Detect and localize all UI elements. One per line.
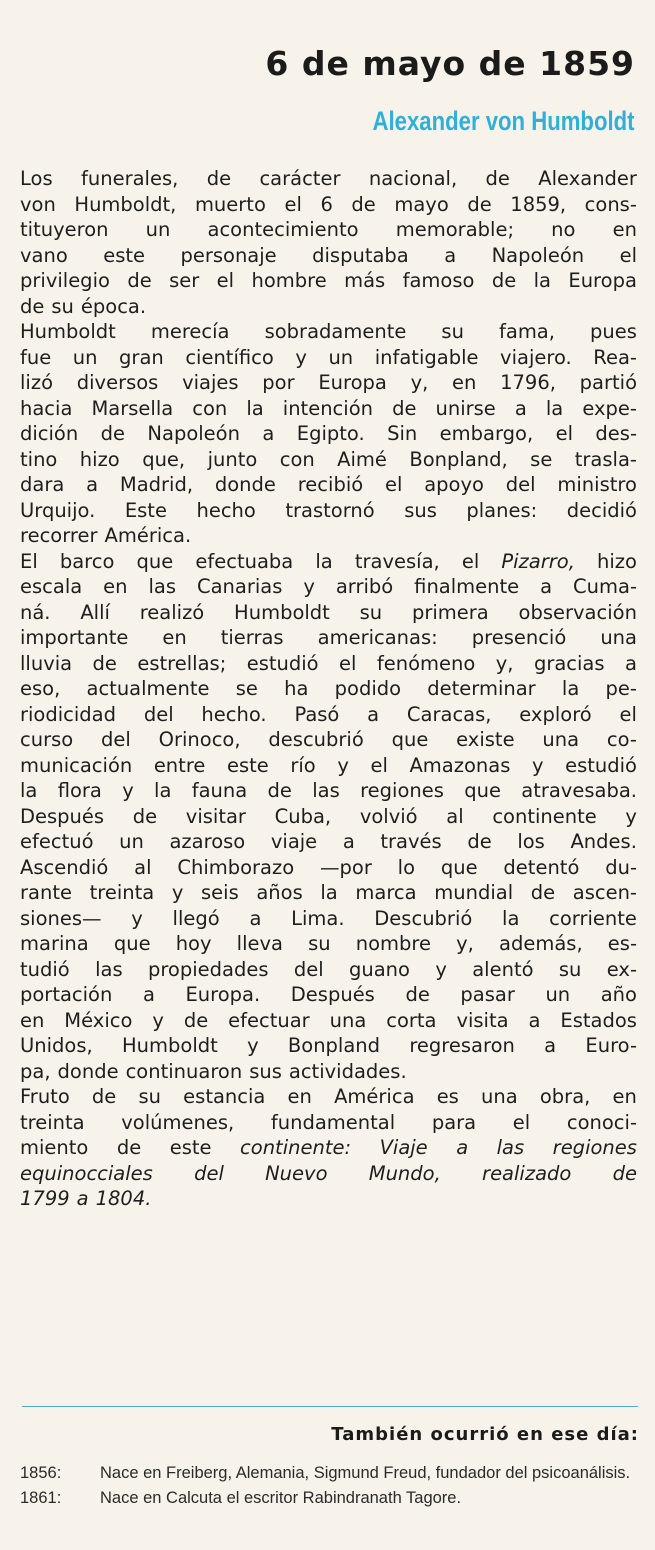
text-line: marina que hoy lleva su nombre y, además, es-	[20, 932, 637, 955]
text-line: tudió las propiedades del guano y alentó su ex-	[20, 957, 637, 981]
text-line: municación entre este río y el Amazonas y estudió	[20, 753, 637, 777]
text-line: treinta volúmenes, fundamental para el conoci-	[20, 1110, 637, 1134]
text-line: ná. Allí realizó Humboldt su primera observación	[20, 600, 637, 624]
text-line: Fruto de su estancia en América es una obra, en	[20, 1085, 637, 1108]
date-title: 6 de mayo de 1859	[265, 44, 635, 83]
text-line: curso del Orinoco, descubrió que existe una co-	[20, 728, 637, 751]
text-line: dara a Madrid, donde recibió el apoyo del ministro	[20, 473, 637, 496]
text-line: eso, actualmente se ha podido determinar la pe-	[20, 677, 637, 700]
event-text: Nace en Calcuta el escritor Rabindranath Tagore.	[100, 1489, 462, 1507]
text-line: equinocciales del Nuevo Mundo, realizado de	[20, 1161, 637, 1185]
text-line: privilegio de ser el hombre más famoso de la Europa	[20, 269, 637, 292]
text-line: von Humboldt, muerto el 6 de mayo de 1859, cons-	[20, 192, 637, 216]
text-line: la flora y la fauna de las regiones que atravesaba.	[20, 779, 637, 802]
text-line: en México y de efectuar una corta visita a Estados	[20, 1008, 637, 1032]
text-line: portación a Europa. Después de pasar un año	[20, 983, 637, 1006]
text-line: siones— y llegó a Lima. Descubrió la corriente	[20, 906, 637, 930]
text-line: rante treinta y seis años la marca mundial de ascen-	[20, 881, 637, 904]
text-line: lizó diversos viajes por Europa y, en 1796, partió	[20, 371, 637, 394]
event-year: 1861:	[20, 1489, 62, 1507]
text-line: El barco que efectuaba la travesía, el Pizarro, hizo	[20, 549, 637, 573]
subject-name: Alexander von Humboldt	[372, 106, 635, 136]
event-text: Nace en Freiberg, Alemania, Sigmund Freud, fundador del psicoanálisis.	[100, 1464, 631, 1482]
text-line: tino hizo que, junto con Aimé Bonpland, se trasla-	[20, 447, 637, 471]
text-line: riodicidad del hecho. Pasó a Caracas, exploró el	[20, 702, 637, 726]
event-item	[20, 1488, 640, 1509]
text-line: lluvia de estrellas; estudió el fenómeno y, gracias a	[20, 651, 637, 675]
text-line: Humboldt merecía sobradamente su fama, pues	[20, 320, 637, 343]
text-line: efectuó un azaroso viaje a través de los Andes.	[20, 830, 637, 853]
article-body	[20, 166, 637, 1212]
text-line: fue un gran científico y un infatigable viajero. Rea-	[20, 345, 637, 369]
text-line: hacia Marsella con la intención de unirse a la expe-	[20, 396, 637, 420]
aside-heading: También ocurrió en ese día:	[331, 1424, 639, 1445]
text-line: Urquijo. Este hecho trastornó sus planes: decidió	[20, 498, 637, 522]
text-line: Unidos, Humboldt y Bonpland regresaron a Euro-	[20, 1034, 637, 1057]
text-line: vano este personaje disputaba a Napoleón el	[20, 243, 637, 267]
text-line: tituyeron un acontecimiento memorable; no en	[20, 218, 637, 241]
events-list	[20, 1463, 640, 1513]
text-line: miento de este continente: Viaje a las regiones	[20, 1136, 637, 1159]
text-line: Ascendió al Chimborazo —por lo que detentó du-	[20, 855, 637, 879]
text-line: recorrer América.	[20, 524, 192, 547]
text-line: pa, donde continuaron sus actividades.	[20, 1059, 407, 1083]
text-line: 1799 a 1804.	[20, 1187, 152, 1210]
section-divider	[22, 1406, 638, 1407]
text-line: escala en las Canarias y arribó finalmente a Cuma-	[20, 575, 637, 598]
event-year: 1856:	[20, 1464, 62, 1482]
event-item	[20, 1463, 640, 1484]
text-line: importante en tierras americanas: presenció una	[20, 626, 637, 649]
text-line: Después de visitar Cuba, volvió al continente y	[20, 804, 637, 828]
text-line: Los funerales, de carácter nacional, de Alexander	[20, 167, 637, 190]
text-line: dición de Napoleón a Egipto. Sin embargo, el des-	[20, 422, 637, 445]
text-line: de su época.	[20, 294, 147, 318]
